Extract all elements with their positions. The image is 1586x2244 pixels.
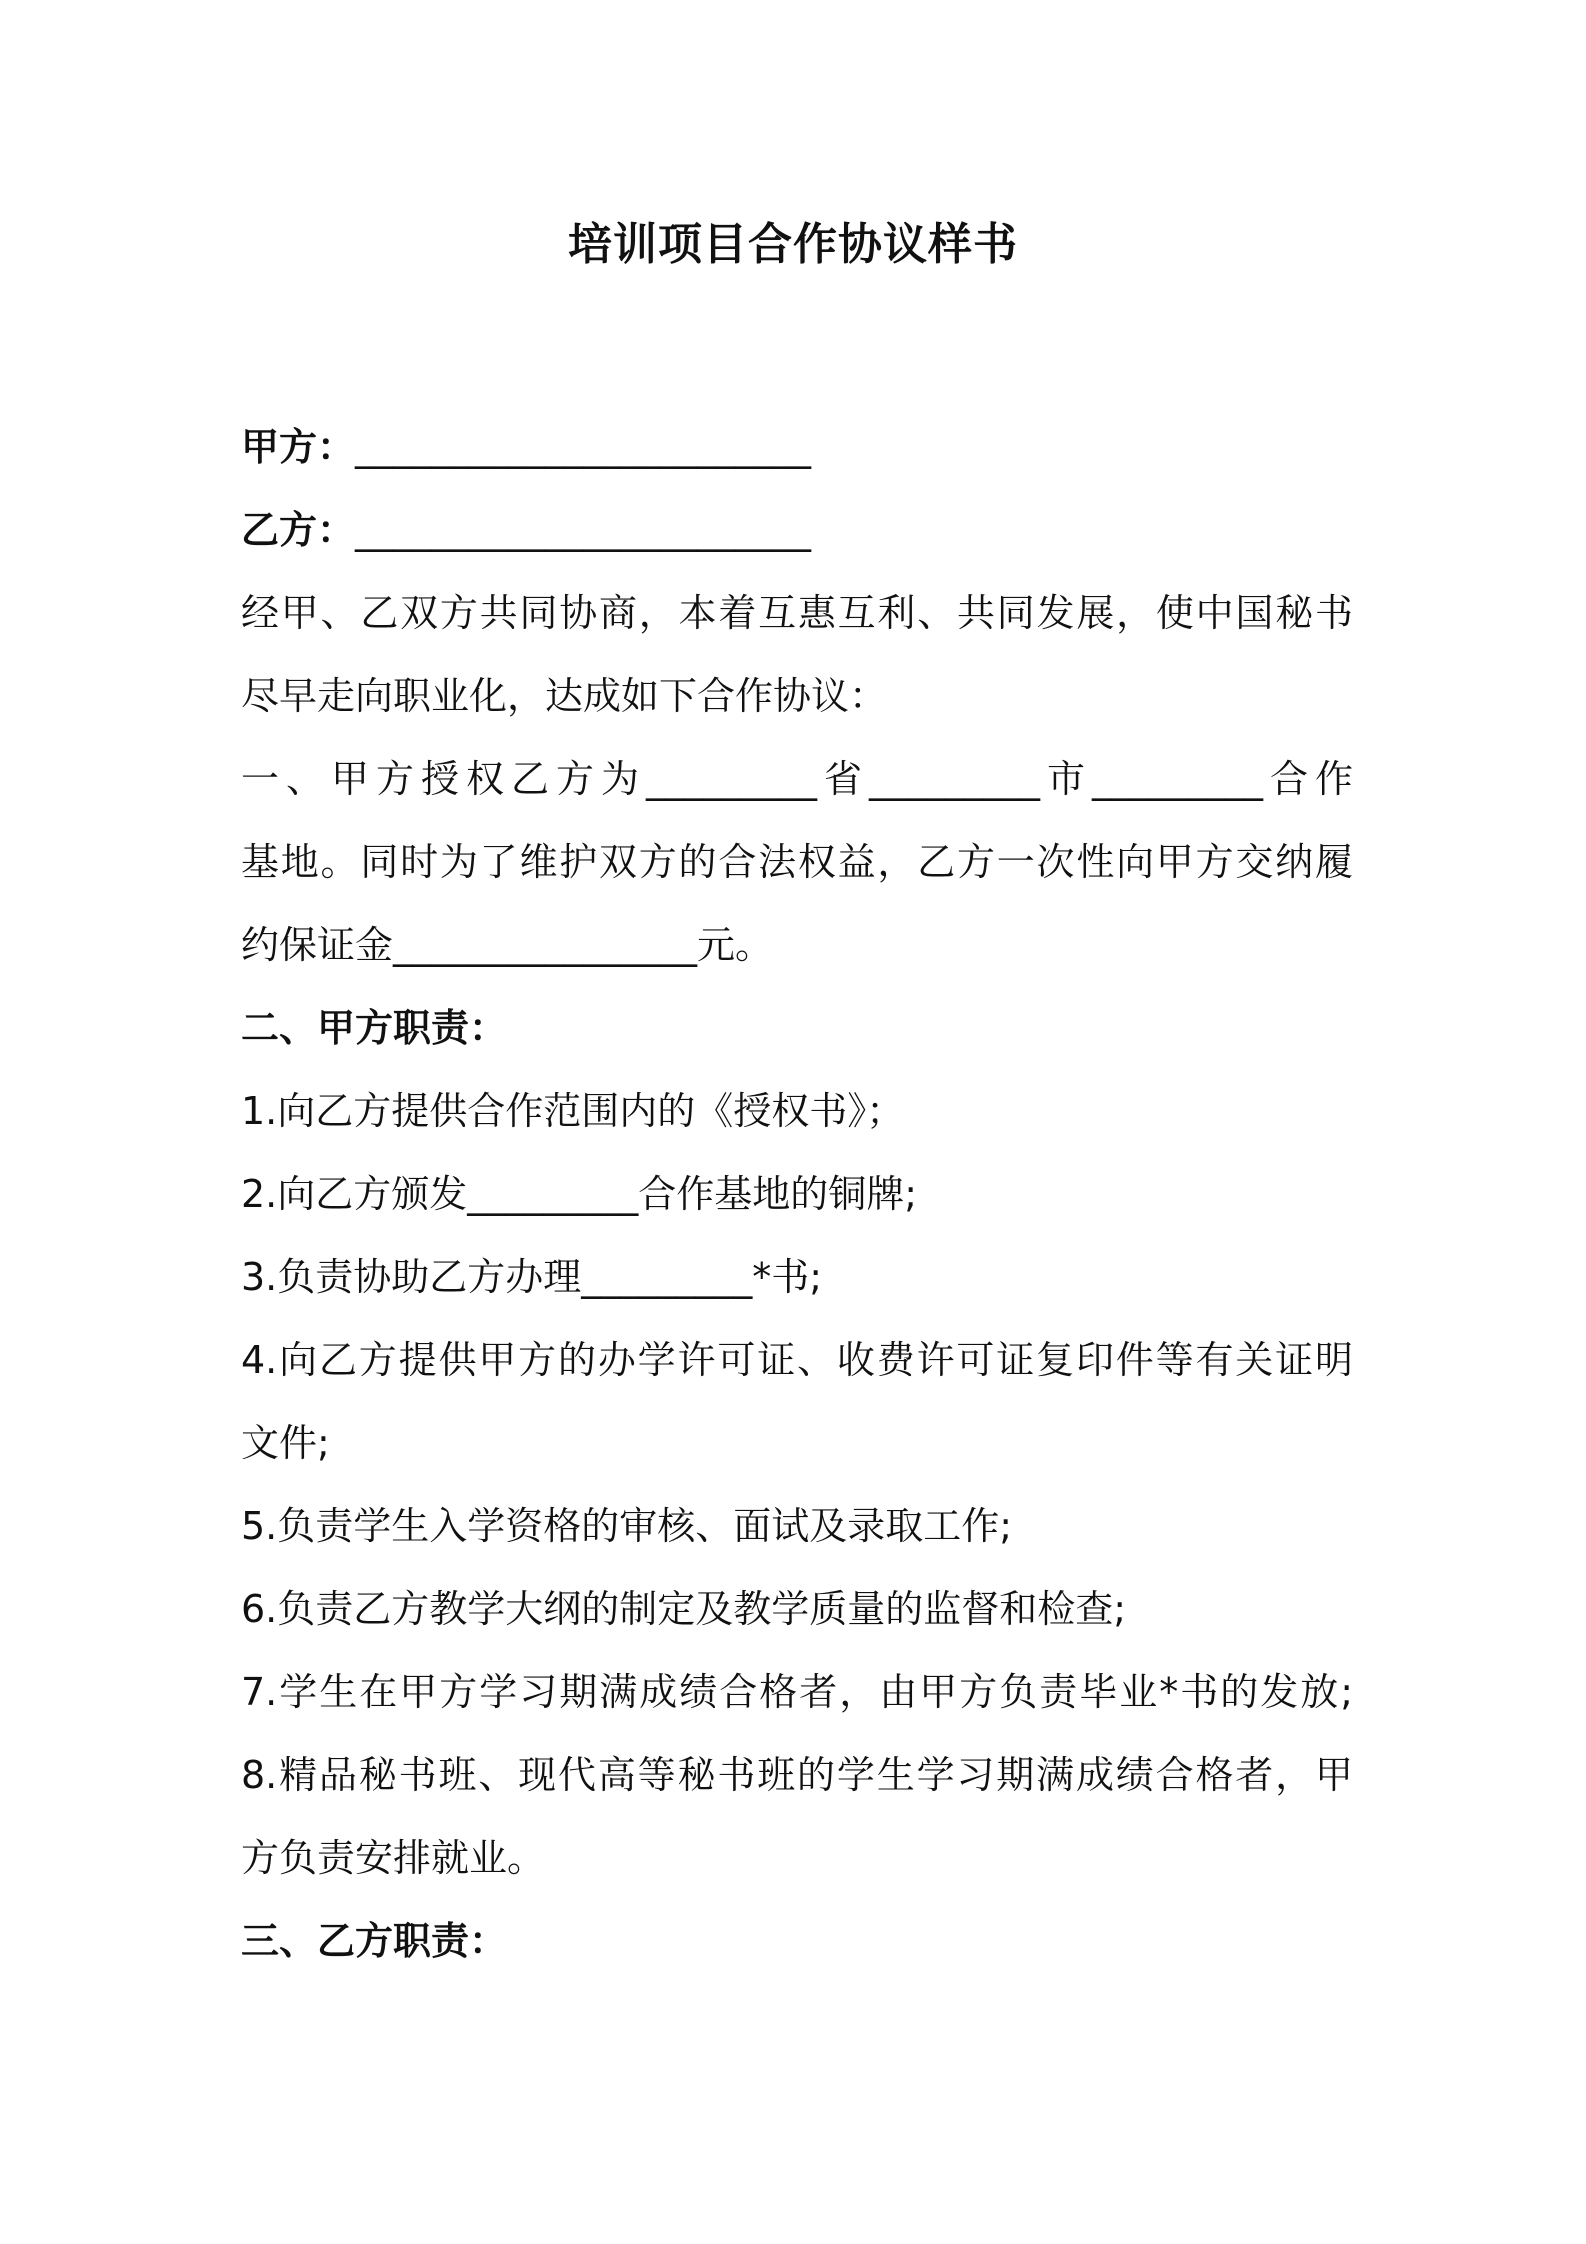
section-two-item-2: 2.向乙方颁发_________合作基地的铜牌; (241, 1172, 918, 1216)
section-three-heading: 三、乙方职责： (241, 1919, 508, 1963)
document-title: 培训项目合作协议样书 (568, 219, 1018, 270)
section-two-item-8-line-2: 方负责安排就业。 (241, 1836, 546, 1880)
section-two-item-8-line-1: 8.精品秘书班、现代高等秘书班的学生学习期满成绩合格者，甲 (241, 1753, 1353, 1797)
party-a-label: 甲方： (241, 425, 356, 469)
clause-one-line-3: 约保证金________________元。 (241, 923, 774, 967)
section-two-item-5: 5.负责学生入学资格的审核、面试及录取工作; (241, 1504, 1013, 1548)
party-b-label: 乙方： (241, 508, 356, 552)
intro-line-2: 尽早走向职业化，达成如下合作协议： (241, 674, 888, 718)
section-two-item-3: 3.负责协助乙方办理_________*书; (241, 1255, 823, 1299)
document-body (241, 406, 1353, 1983)
section-two-item-6: 6.负责乙方教学大纲的制定及教学质量的监督和检查; (241, 1587, 1127, 1631)
party-b-line (241, 489, 1353, 572)
clause-one-line-2: 基地。同时为了维护双方的合法权益，乙方一次性向甲方交纳履 (241, 840, 1353, 884)
party-a-line (241, 406, 1353, 489)
party-b-blank: ________________________ (355, 508, 812, 552)
party-a-blank: ________________________ (355, 425, 812, 469)
section-two-item-4-line-2: 文件; (241, 1421, 330, 1465)
section-two-item-1: 1.向乙方提供合作范围内的《授权书》； (241, 1089, 905, 1133)
clause-one-line-1: 一、甲方授权乙方为_________省_________市_________合作 (241, 757, 1353, 801)
intro-line-1: 经甲、乙双方共同协商，本着互惠互利、共同发展，使中国秘书 (241, 591, 1353, 635)
section-two-item-7: 7.学生在甲方学习期满成绩合格者，由甲方负责毕业*书的发放; (241, 1670, 1353, 1714)
section-two-heading: 二、甲方职责： (241, 1006, 508, 1050)
section-two-item-4-line-1: 4.向乙方提供甲方的办学许可证、收费许可证复印件等有关证明 (241, 1338, 1353, 1382)
